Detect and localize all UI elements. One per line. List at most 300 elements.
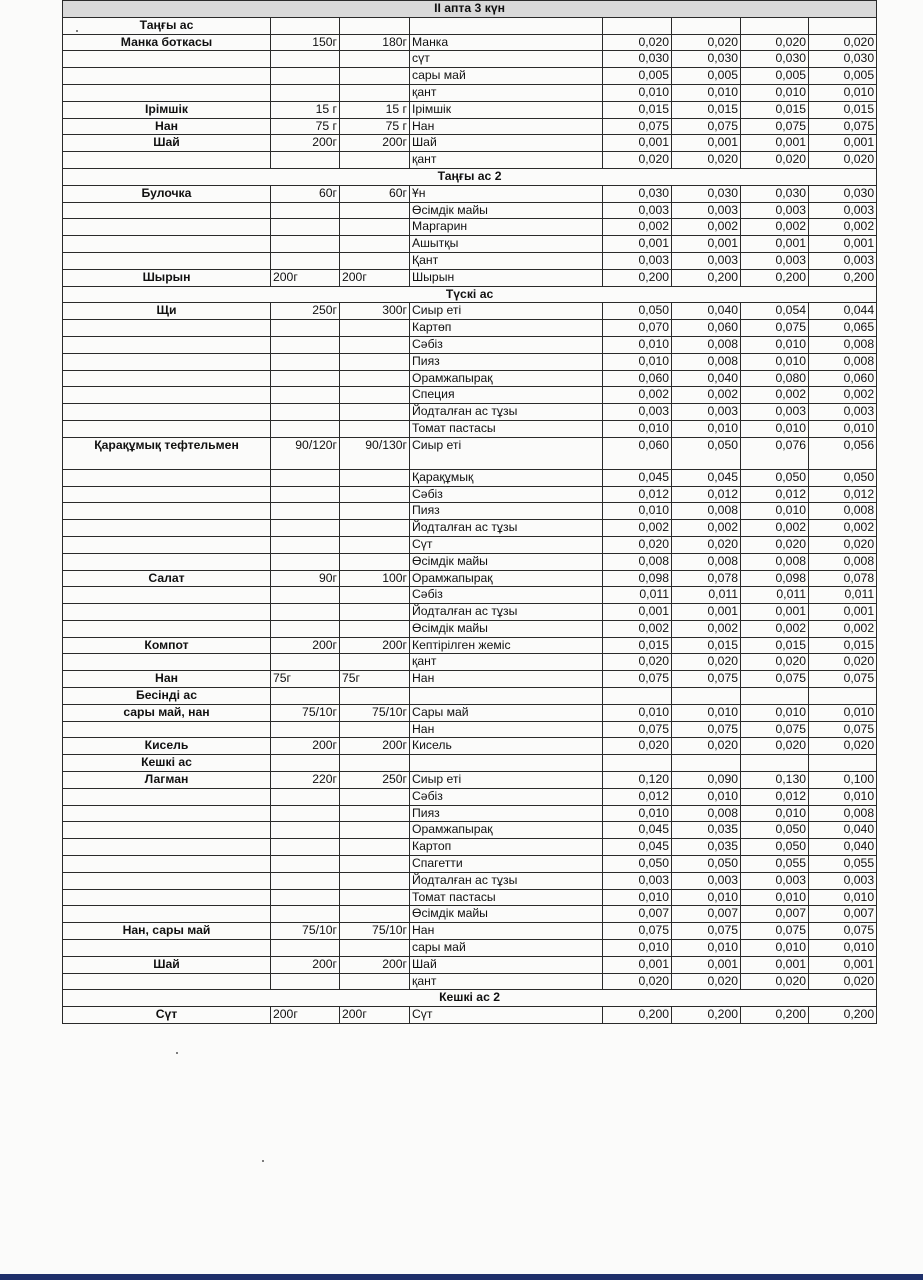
portion-large [340,486,410,503]
quantity-value: 0,010 [603,353,672,370]
portion-small [271,856,340,873]
dish-name [63,973,271,990]
quantity-value: 0,020 [672,152,741,169]
dish-name [63,353,271,370]
quantity-value: 0,020 [741,152,809,169]
quantity-value: 0,020 [672,738,741,755]
quantity-value: 0,008 [672,503,741,520]
portion-small [271,553,340,570]
table-row [63,51,877,68]
table-row [63,353,877,370]
quantity-value: 0,010 [672,704,741,721]
portion-large [340,404,410,421]
portion-large: 75 г [340,118,410,135]
quantity-value: 0,008 [672,805,741,822]
dish-name [63,620,271,637]
ingredient-name: Томат пастасы [410,889,603,906]
quantity-value: 0,011 [809,587,877,604]
quantity-value: 0,075 [741,118,809,135]
dish-name [63,822,271,839]
empty-cell [410,17,603,34]
portion-small [271,940,340,957]
ingredient-name: Манка [410,34,603,51]
portion-small [271,202,340,219]
ingredient-name: Маргарин [410,219,603,236]
portion-large [340,788,410,805]
quantity-value: 0,075 [809,671,877,688]
quantity-value: 0,011 [603,587,672,604]
quantity-value: 0,001 [603,604,672,621]
ingredient-name: Сәбіз [410,587,603,604]
portion-small [271,520,340,537]
quantity-value: 0,040 [672,303,741,320]
quantity-value: 0,010 [672,84,741,101]
portion-large: 200г [340,135,410,152]
quantity-value: 0,040 [672,370,741,387]
quantity-value: 0,002 [672,520,741,537]
quantity-value: 0,015 [672,101,741,118]
portion-large [340,973,410,990]
portion-large [340,620,410,637]
quantity-value: 0,120 [603,772,672,789]
portion-large [340,152,410,169]
dish-name: Қарақұмық тефтельмен [63,437,271,469]
table-row [63,570,877,587]
quantity-value: 0,010 [809,704,877,721]
ingredient-name: Ұн [410,185,603,202]
dish-name [63,536,271,553]
table-row [63,152,877,169]
portion-large [340,387,410,404]
portion-small: 90/120г [271,437,340,469]
quantity-value: 0,050 [809,469,877,486]
quantity-value: 0,020 [603,738,672,755]
quantity-value: 0,003 [741,404,809,421]
dish-name [63,152,271,169]
quantity-value: 0,002 [603,520,672,537]
quantity-value: 0,003 [809,202,877,219]
quantity-value: 0,003 [672,252,741,269]
portion-small [271,469,340,486]
table-row [63,889,877,906]
table-row [63,772,877,789]
ingredient-name: Йодталған ас тұзы [410,872,603,889]
portion-small [271,604,340,621]
dish-name [63,889,271,906]
quantity-value: 0,020 [603,152,672,169]
table-row [63,1007,877,1024]
portion-small [271,587,340,604]
ingredient-name: Орамжапырақ [410,570,603,587]
quantity-value: 0,010 [603,84,672,101]
ingredient-name: Йодталған ас тұзы [410,520,603,537]
quantity-value: 0,002 [741,387,809,404]
empty-cell [741,17,809,34]
quantity-value: 0,065 [809,320,877,337]
quantity-value: 0,003 [809,872,877,889]
quantity-value: 0,002 [741,520,809,537]
table-row [63,503,877,520]
ingredient-name: Нан [410,671,603,688]
quantity-value: 0,050 [603,856,672,873]
quantity-value: 0,075 [809,923,877,940]
ingredient-name: Сәбіз [410,336,603,353]
scan-edge [0,1274,923,1280]
scan-speck [76,30,78,32]
quantity-value: 0,010 [603,805,672,822]
quantity-value: 0,035 [672,839,741,856]
quantity-value: 0,075 [603,721,672,738]
meal-row [63,17,877,34]
table-row [63,68,877,85]
table-row [63,303,877,320]
portion-large: 250г [340,772,410,789]
quantity-value: 0,005 [741,68,809,85]
portion-small: 60г [271,185,340,202]
quantity-value: 0,008 [809,336,877,353]
table-row [63,202,877,219]
quantity-value: 0,003 [672,404,741,421]
quantity-value: 0,012 [741,788,809,805]
quantity-value: 0,010 [672,889,741,906]
empty-cell [741,688,809,705]
quantity-value: 0,030 [809,185,877,202]
portion-large [340,604,410,621]
quantity-value: 0,010 [741,940,809,957]
quantity-value: 0,008 [672,336,741,353]
empty-cell [809,688,877,705]
table-row [63,738,877,755]
table-row [63,906,877,923]
table-row [63,219,877,236]
quantity-value: 0,075 [741,923,809,940]
dish-name [63,940,271,957]
quantity-value: 0,020 [741,973,809,990]
dish-name: Нан [63,118,271,135]
empty-cell [809,17,877,34]
quantity-value: 0,010 [809,940,877,957]
quantity-value: 0,007 [809,906,877,923]
dish-name [63,503,271,520]
quantity-value: 0,003 [741,872,809,889]
portion-small: 75/10г [271,923,340,940]
portion-small [271,654,340,671]
quantity-value: 0,003 [603,872,672,889]
portion-small: 200г [271,1007,340,1024]
portion-small [271,872,340,889]
quantity-value: 0,075 [672,671,741,688]
dish-name: Нан [63,671,271,688]
quantity-value: 0,001 [741,135,809,152]
quantity-value: 0,080 [741,370,809,387]
quantity-value: 0,075 [741,320,809,337]
ingredient-name: Йодталған ас тұзы [410,404,603,421]
portion-small [271,404,340,421]
table-row [63,269,877,286]
table-row [63,486,877,503]
portion-large: 15 г [340,101,410,118]
quantity-value: 0,010 [603,889,672,906]
table-row [63,620,877,637]
quantity-value: 0,040 [809,839,877,856]
quantity-value: 0,050 [741,469,809,486]
quantity-value: 0,070 [603,320,672,337]
ingredient-name: қант [410,152,603,169]
quantity-value: 0,005 [809,68,877,85]
quantity-value: 0,030 [603,51,672,68]
ingredient-name: Сүт [410,536,603,553]
quantity-value: 0,075 [672,923,741,940]
quantity-value: 0,020 [603,973,672,990]
portion-large [340,839,410,856]
quantity-value: 0,020 [809,34,877,51]
table-row [63,637,877,654]
quantity-value: 0,200 [741,1007,809,1024]
dish-name [63,404,271,421]
table-title-row [63,1,877,18]
quantity-value: 0,020 [603,34,672,51]
empty-cell [672,17,741,34]
portion-large [340,856,410,873]
table-row [63,370,877,387]
quantity-value: 0,001 [809,604,877,621]
quantity-value: 0,002 [809,520,877,537]
table-row [63,721,877,738]
menu-table-body [63,1,877,1024]
ingredient-name: Нан [410,118,603,135]
ingredient-name: Кисель [410,738,603,755]
quantity-value: 0,010 [741,503,809,520]
portion-small: 220г [271,772,340,789]
ingredient-name: Пияз [410,805,603,822]
portion-small: 15 г [271,101,340,118]
quantity-value: 0,001 [672,135,741,152]
quantity-value: 0,003 [603,202,672,219]
quantity-value: 0,030 [672,51,741,68]
quantity-value: 0,078 [672,570,741,587]
ingredient-name: сары май [410,68,603,85]
portion-small [271,889,340,906]
portion-small [271,353,340,370]
quantity-value: 0,010 [741,805,809,822]
table-row [63,704,877,721]
portion-large [340,202,410,219]
quantity-value: 0,005 [603,68,672,85]
portion-large [340,320,410,337]
ingredient-name: Өсімдік майы [410,553,603,570]
portion-small: 200г [271,269,340,286]
quantity-value: 0,015 [741,637,809,654]
table-row [63,387,877,404]
quantity-value: 0,008 [809,805,877,822]
quantity-value: 0,200 [809,269,877,286]
portion-small [271,822,340,839]
empty-cell [271,17,340,34]
dish-name: Нан, сары май [63,923,271,940]
quantity-value: 0,010 [809,889,877,906]
dish-name: Шай [63,135,271,152]
quantity-value: 0,075 [741,671,809,688]
ingredient-name: Томат пастасы [410,420,603,437]
dish-name [63,219,271,236]
empty-cell [271,688,340,705]
section-row [63,168,877,185]
portion-large [340,940,410,957]
quantity-value: 0,020 [741,738,809,755]
dish-name [63,654,271,671]
ingredient-name: Йодталған ас тұзы [410,604,603,621]
quantity-value: 0,075 [603,671,672,688]
section-label: Таңғы ас 2 [63,168,877,185]
ingredient-name: Пияз [410,353,603,370]
quantity-value: 0,075 [741,721,809,738]
ingredient-name: Сиыр еті [410,772,603,789]
meal-label: Таңғы ас [63,17,271,34]
quantity-value: 0,020 [672,536,741,553]
dish-name: Булочка [63,185,271,202]
table-row [63,973,877,990]
quantity-value: 0,200 [741,269,809,286]
quantity-value: 0,002 [603,387,672,404]
ingredient-name: сүт [410,51,603,68]
portion-large: 200г [340,637,410,654]
quantity-value: 0,007 [741,906,809,923]
portion-large [340,906,410,923]
quantity-value: 0,075 [809,118,877,135]
portion-small: 150г [271,34,340,51]
dish-name [63,553,271,570]
portion-small [271,84,340,101]
quantity-value: 0,020 [809,973,877,990]
quantity-value: 0,007 [603,906,672,923]
empty-cell [809,755,877,772]
quantity-value: 0,020 [741,536,809,553]
portion-large: 200г [340,1007,410,1024]
table-row [63,437,877,469]
portion-large [340,872,410,889]
quantity-value: 0,010 [603,336,672,353]
table-row [63,805,877,822]
dish-name: Манка боткасы [63,34,271,51]
quantity-value: 0,055 [741,856,809,873]
quantity-value: 0,008 [809,503,877,520]
empty-cell [271,755,340,772]
portion-large: 75г [340,671,410,688]
ingredient-name: Орамжапырақ [410,822,603,839]
portion-small: 90г [271,570,340,587]
dish-name: Щи [63,303,271,320]
portion-large [340,805,410,822]
ingredient-name: Пияз [410,503,603,520]
portion-large [340,252,410,269]
quantity-value: 0,045 [672,469,741,486]
portion-large: 200г [340,269,410,286]
quantity-value: 0,020 [672,654,741,671]
quantity-value: 0,001 [672,604,741,621]
empty-cell [340,755,410,772]
menu-sheet [62,0,876,1024]
dish-name [63,336,271,353]
quantity-value: 0,002 [672,620,741,637]
quantity-value: 0,001 [741,956,809,973]
quantity-value: 0,010 [603,420,672,437]
scan-speck [262,1160,264,1162]
portion-large [340,520,410,537]
quantity-value: 0,060 [809,370,877,387]
table-row [63,185,877,202]
portion-large [340,84,410,101]
ingredient-name: Спагетти [410,856,603,873]
table-row [63,118,877,135]
quantity-value: 0,100 [809,772,877,789]
quantity-value: 0,020 [603,536,672,553]
quantity-value: 0,002 [672,387,741,404]
portion-small [271,503,340,520]
portion-small [271,51,340,68]
portion-small [271,152,340,169]
portion-large: 75/10г [340,704,410,721]
quantity-value: 0,200 [672,1007,741,1024]
quantity-value: 0,030 [809,51,877,68]
quantity-value: 0,003 [809,252,877,269]
table-row [63,84,877,101]
quantity-value: 0,054 [741,303,809,320]
quantity-value: 0,002 [741,620,809,637]
quantity-value: 0,015 [809,637,877,654]
quantity-value: 0,002 [809,387,877,404]
quantity-value: 0,008 [603,553,672,570]
ingredient-name: Өсімдік майы [410,906,603,923]
quantity-value: 0,030 [741,185,809,202]
dish-name [63,202,271,219]
ingredient-name: Сүт [410,1007,603,1024]
portion-small [271,219,340,236]
quantity-value: 0,002 [741,219,809,236]
quantity-value: 0,002 [672,219,741,236]
ingredient-name: сары май [410,940,603,957]
portion-large [340,420,410,437]
portion-large [340,51,410,68]
portion-small: 75г [271,671,340,688]
table-row [63,788,877,805]
table-row [63,671,877,688]
quantity-value: 0,130 [741,772,809,789]
portion-large [340,370,410,387]
dish-name [63,805,271,822]
quantity-value: 0,098 [603,570,672,587]
quantity-value: 0,001 [672,956,741,973]
section-label: Кешкі ас 2 [63,990,877,1007]
quantity-value: 0,003 [741,252,809,269]
quantity-value: 0,055 [809,856,877,873]
portion-large [340,68,410,85]
portion-large [340,587,410,604]
portion-large [340,469,410,486]
quantity-value: 0,050 [672,856,741,873]
portion-small: 200г [271,637,340,654]
table-row [63,536,877,553]
table-row [63,654,877,671]
section-label: Түскі ас [63,286,877,303]
quantity-value: 0,005 [672,68,741,85]
quantity-value: 0,020 [741,654,809,671]
quantity-value: 0,040 [809,822,877,839]
dish-name [63,68,271,85]
dish-name [63,839,271,856]
portion-large [340,503,410,520]
quantity-value: 0,001 [603,236,672,253]
quantity-value: 0,075 [809,721,877,738]
